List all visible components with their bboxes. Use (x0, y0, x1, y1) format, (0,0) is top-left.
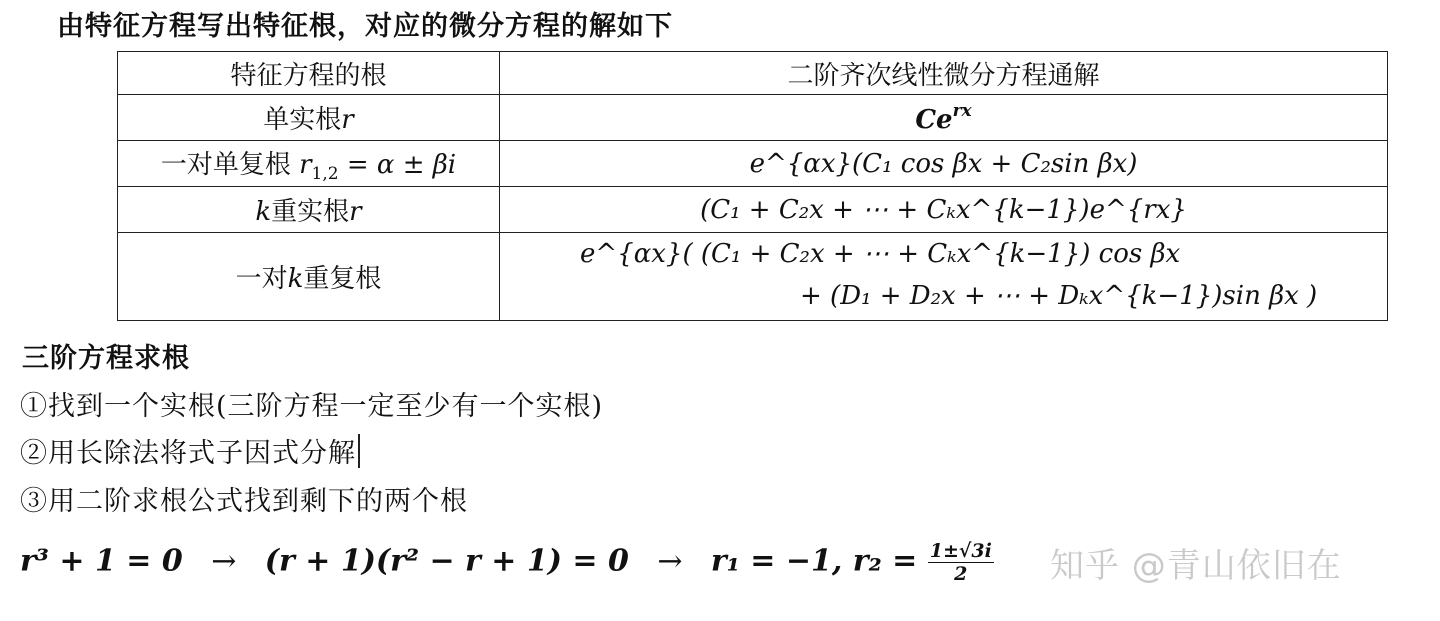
table-header-row (118, 52, 1388, 95)
header-roots: 特征方程的根 (118, 52, 500, 95)
fraction (928, 540, 994, 585)
equation-part-2: (r + 1)(r² − r + 1) = 0 (264, 543, 629, 579)
step-2 (20, 431, 360, 470)
solution-expr: e^{αx}(C₁ cos βx + C₂sin βx) (749, 148, 1138, 179)
root-cell (118, 233, 500, 321)
solution-expr: Ce (915, 104, 953, 135)
fraction-denominator: 2 (954, 563, 968, 585)
root-cell (118, 141, 500, 187)
root-multiplicity: k (255, 197, 272, 227)
root-label: 一对 (235, 264, 288, 294)
root-symbol: r (341, 105, 354, 135)
solution-cell (500, 233, 1388, 321)
fraction-numerator: 1±√3i (929, 540, 992, 562)
header-solution: 二阶齐次线性微分方程通解 (500, 52, 1388, 95)
root-multiplicity: k (287, 264, 304, 294)
arrow-icon: → (211, 543, 237, 579)
section-title: 三阶方程求根 (22, 343, 190, 374)
solution-expr: (C₁ + C₂x + ⋯ + Cₖx^{k−1})e^{rx} (700, 194, 1187, 225)
step-3: ③用二阶求根公式找到剩下的两个根 (20, 486, 468, 517)
root-label-suffix: 重复根 (303, 264, 382, 294)
root-label: 单实根 (263, 105, 342, 135)
table-row (118, 233, 1388, 321)
solution-cell (500, 141, 1388, 187)
root-symbol: r (349, 197, 362, 227)
arrow-icon: → (657, 543, 683, 579)
roots-table (117, 51, 1388, 321)
root-cell (118, 187, 500, 233)
solution-cell (500, 187, 1388, 233)
solution-cell (500, 95, 1388, 141)
table-row (118, 187, 1388, 233)
heading: 由特征方程写出特征根，对应的微分方程的解如下 (57, 11, 673, 42)
equation-part-1: r³ + 1 = 0 (20, 543, 183, 579)
step-2-text: ②用长除法将式子因式分解 (20, 438, 356, 469)
root-label: 一对单复根 (160, 149, 300, 180)
root-label: 重实根 (271, 197, 350, 227)
root-symbol: r (299, 149, 312, 180)
root-value: = α ± βi (338, 149, 457, 180)
root-cell (118, 95, 500, 141)
solution-line-2: + (D₁ + D₂x + ⋯ + Dₖx^{k−1})sin βx ) (800, 281, 1318, 311)
watermark: 知乎 @青山依旧在 (1050, 546, 1342, 586)
solution-line-1: e^{αx}( (C₁ + C₂x + ⋯ + Cₖx^{k−1}) cos βx (580, 239, 1181, 269)
equation-part-3: r₁ = −1, r₂ = (710, 543, 928, 579)
table-row (118, 141, 1388, 187)
table-row (118, 95, 1388, 141)
root-subscript: 1,2 (311, 163, 339, 184)
solution-exponent: rx (952, 100, 972, 121)
cubic-equation (20, 540, 994, 585)
text-cursor (358, 434, 360, 468)
step-1: ①找到一个实根(三阶方程一定至少有一个实根) (20, 391, 604, 422)
